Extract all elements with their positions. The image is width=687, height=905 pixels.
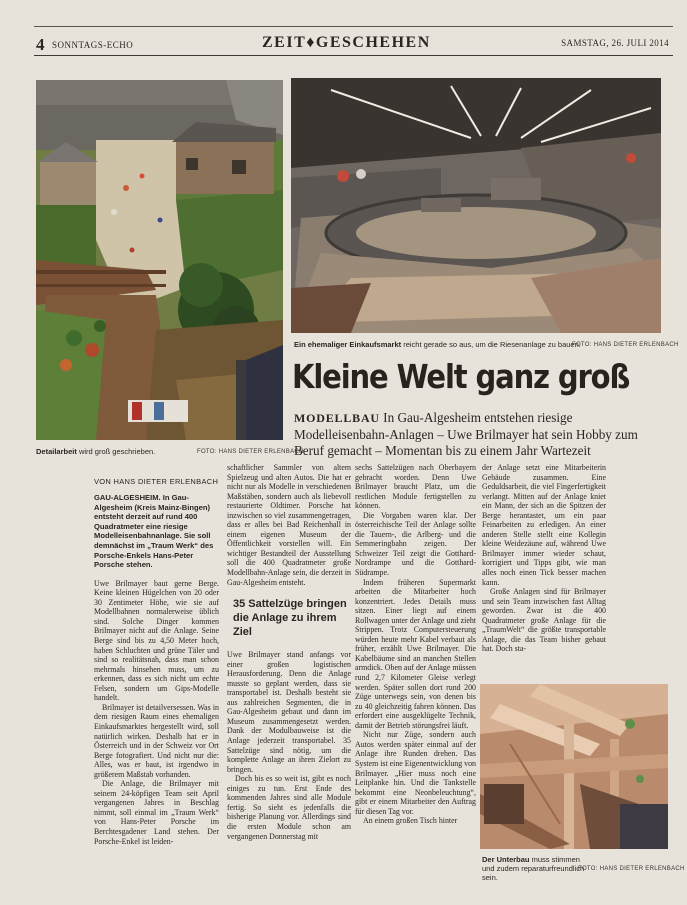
market-caption-text: reicht gerade so aus, um die Riesenanlage zu bauen. [403, 340, 581, 349]
paragraph: schaftlicher Sammler von altem Spielzeug und alten Autos. Die hat er nicht nur als Modelle in verschiedenen Maßstäben, sondern auch als liebevoll restaurierte Oldtimer. Porsche hat inzwischen so viel zusammengetragen, dass er alles bei Bad Reichenhall in einem eigenen Museum der Öffentlichkeit vorstellen will. Ein wichtiger Bestandteil der Ausstellung soll die 400 Quadratmeter große Modellbahn-Anlage sein, die derzeit in Gau-Algesheim entsteht. [227, 463, 351, 587]
substructure-photo [480, 684, 668, 849]
detail-photo-credit: FOTO: HANS DIETER ERLENBACH [197, 449, 304, 455]
market-photo-credit: FOTO: HANS DIETER ERLENBACH [572, 342, 679, 348]
page-number: 4 [36, 35, 45, 54]
paragraph: Uwe Brilmayer stand anfangs vor einer großen logistischen Herausforderung. Denn die Anlage musste so geplant werden, dass sie transportabel ist. Deshalb besteht sie aus zahlreichen Segmenten, die in Gau-Algesheim gebaut und dann im Museum zusammengesetzt werden. Dank der Modulbauweise ist die Anlage jederzeit transportabel. 35 Sattelzüge sind nötig, um die komplette Anlage an ihren Zielort zu bringen. [227, 650, 351, 774]
header-top-rule [34, 26, 673, 27]
article-kicker: MODELLBAU [294, 411, 380, 425]
article-lead: GAU-ALGESHEIM. In Gau-Algesheim (Kreis Mainz-Bingen) entsteht derzeit auf rund 400 Quadratmeter eine riesige Modelleisenbahnanlage. Sie soll demnächst im „Traum Werk“ des Porsche-Enkels Hans-Peter Porsche stehen. [94, 493, 214, 570]
paragraph: Uwe Brilmayer baut gerne Berge. Keine kleinen Hügelchen von 20 oder 30 Zentimeter Höhe, wie sie auf Modellbahnen normalerweise üblich sind. Solche Dinger kommen Brilmayer nicht auf die Anlage. Seine Berge sind bis zu 4,50 Meter hoch, haben Schluchten und grüne Täler und sind so realitätsnah, dass man schon mehrmals hinsehen muss, um zu erkennen, dass es sich nicht um echte Felsen, sondern um Gips-Modelle handelt. [94, 578, 219, 703]
substructure-photo-credit: FOTO: HANS DIETER ERLENBACH [578, 866, 685, 872]
market-hall-photo [291, 78, 661, 333]
paragraph: Die Anlage, die Brilmayer mit seinem 24-köpfigen Team seit April vergangenen Jahres in Beschlag nimmt, soll einmal im „Traum Werk“ von Hans-Peter Porsche im Berchtesgadener Land stehen. Der Porsche-Enkel ist leiden- [94, 779, 219, 846]
detail-caption-text: wird groß geschrieben. [78, 447, 156, 456]
issue-date: SAMSTAG, 26. JULI 2014 [561, 38, 669, 48]
article-column-3 [355, 463, 476, 826]
detail-photo [36, 80, 283, 440]
article-column-2 [227, 463, 351, 841]
paragraph: Große Anlagen sind für Brilmayer und sein Team inzwischen fast Alltag geworden. Zwar ist die 400 Quadratmeter große Anlage für die „TraumWelt“ die größte transportable Anlage, die das Team bisher gebaut hat. Doch sta- [482, 587, 606, 654]
paper-name: SONNTAGS-ECHO [52, 40, 134, 50]
article-subheading-text: In Gau-Algesheim entstehen riesige Modelleisenbahn-Anlagen – Uwe Brilmayer hat sein Hobby zum Beruf gemacht – Momentan bis zu einem Jahr Wartezeit [294, 410, 638, 458]
market-caption-lead: Ein ehemaliger Einkaufsmarkt [294, 340, 402, 349]
paragraph: Doch bis es so weit ist, gibt es noch einiges zu tun. Erst Ende des kommenden Jahres sind alle Module fertig. So sieht es jedenfalls die bisherige Planung vor. Allerdings sind die ersten Module schon am vergangenen Donnerstag mit [227, 774, 351, 841]
detail-caption-lead: Detailarbeit [36, 447, 77, 456]
paragraph: An einem großen Tisch hinter [363, 816, 458, 826]
detail-photo-caption [36, 447, 155, 456]
substructure-image [480, 684, 668, 849]
substructure-caption-lead: Der Unterbau [482, 855, 530, 864]
article-subheading [294, 410, 666, 460]
header-bottom-rule [34, 55, 673, 56]
article-headline: Kleine Welt ganz groß [292, 357, 630, 396]
paragraph: sechs Sattelzügen nach Oberbayern gebracht worden. Denn Uwe Brilmayer braucht Platz, um die restlichen Module fertigstellen zu können. [355, 463, 476, 511]
section-title: ZEIT♦GESCHEHEN [262, 34, 431, 51]
paragraph: Die Vorgaben waren klar. Der österreichische Teil der Anlage sollte die Tauern-, die Arlberg- und die Semmeringbahn zeigen. Der Schweizer Teil zeigt die Gotthard-Nordrampe und die Gotthard-Südrampe. [355, 510, 476, 578]
garden-scene-image [36, 80, 283, 440]
paragraph: Nicht nur Züge, sondern auch Autos werden später einmal auf der Anlage ihre Runden drehen. Das System ist eine Eigenentwicklung von Brilmayer. „Hier muss noch eine Leitplanke hin. Und die Tankstelle bekommt eine Neonbeleuchtung“, gibt er einem Mitarbeiter den Auftrag für diesen Tag vor. [355, 730, 476, 816]
market-photo-caption [294, 340, 581, 349]
paragraph: Brilmayer ist detailversessen. Was in dem riesigen Raum eines ehemaligen Einkaufsmarktes hergestellt wird, soll natürlich wirken. Deshalb hat er in Österreich und in der Schweiz vor Ort Berge fotografiert. Und nicht nur die: Alles, was er baut, ist irgendwo in größerem Maßstab vorhanden. [94, 702, 219, 779]
substructure-caption-text: muss stimmen und zudem reparaturfreundlich sein. [482, 855, 585, 882]
page-header [34, 26, 673, 60]
paragraph: Indem früheren Supermarkt arbeiten die Mitarbeiter hoch konzentriert. Jedes Details muss sitzen. Einer liegt auf einem Rollwagen unter der Anlage und zieht Strippen. Trotz Computersteuerung würden heute mehr Kabel verbaut als früher, erzählt Uwe Brilmayer. Die Kabelbäume sind an manchen Stellen armdick. Oben auf der Anlage müssen rund 2,7 Kilometer Gleise verlegt werden. Später sollen dort rund 200 Züge unterwegs sein, von denen bis zu 40 gleichzeitig fahren können. Das erfordert eine ausgeklügelte Technik, damit der Betrieb störungsfrei läuft. [355, 577, 476, 730]
article-column-4 [482, 463, 606, 654]
paragraph: der Anlage setzt eine Mitarbeiterin Gebäude zusammen. Eine Geduldsarbeit, die viel Fingerfertigkeit verlangt. Mitten auf der Anlage kniet ein Mann, der sich an die Spitzen der Berge herantastet, um ein paar Feinarbeiten zu erledigen. An einer anderen Stelle stellt eine Kollegin kleine Weidezäune auf, während Uwe Brilmayer immer wieder schaut, korrigiert und Tipps gibt, wie man alles noch einen Tick besser machen kann. [482, 463, 606, 587]
article-byline: VON HANS DIETER ERLENBACH [94, 477, 219, 486]
intertitle: 35 Sattelzüge bringen die Anlage zu ihrem Ziel [233, 598, 347, 639]
market-hall-image [291, 78, 661, 333]
article-column-1 [94, 493, 219, 846]
